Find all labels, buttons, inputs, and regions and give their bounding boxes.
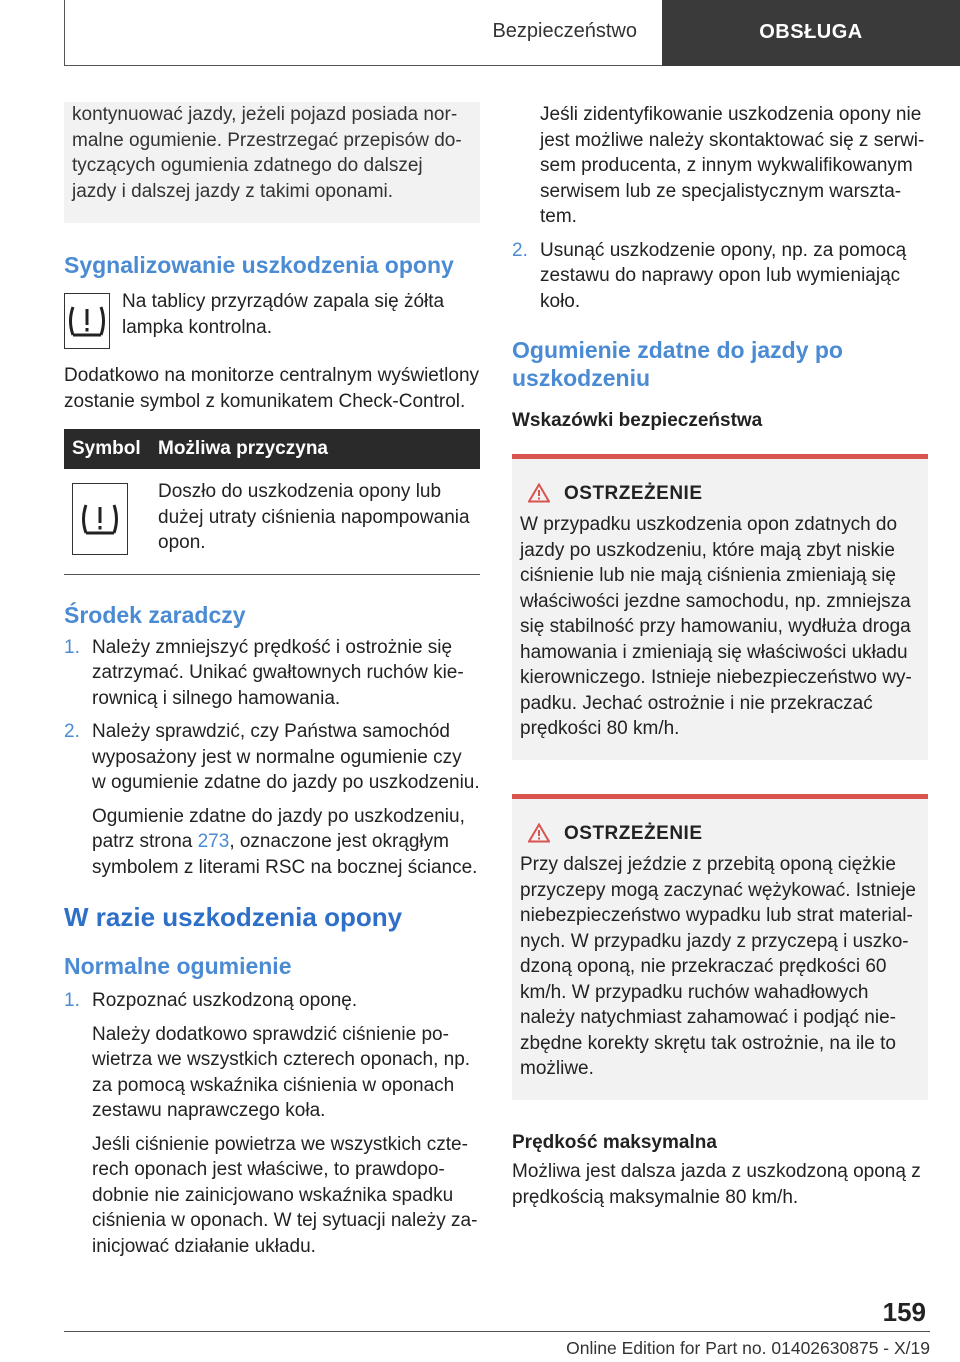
step-paragraph: Jeśli ciśnienie powietrza we wszystkich czterech oponach jest właściwe, to prawdopodobnie nie zainicjowano wskaźnika spadku ciśnienia w oponach. W tej sytuacji należy zainicjować działanie układu. bbox=[92, 1133, 478, 1257]
page-link[interactable]: 273 bbox=[197, 831, 230, 852]
damage-heading: W razie uszkodzenia opony bbox=[64, 902, 403, 932]
list-item bbox=[64, 988, 480, 1259]
signal-icon-row bbox=[64, 293, 480, 349]
normal-steps bbox=[64, 988, 480, 1259]
symbol-table bbox=[64, 429, 480, 566]
signal-heading: Sygnalizowanie uszkodzenia opony bbox=[64, 252, 454, 278]
footer-divider bbox=[64, 1331, 930, 1332]
list-item bbox=[64, 635, 480, 712]
symbol-cell bbox=[64, 469, 150, 566]
warning-triangle-icon bbox=[528, 823, 550, 843]
cause-column-header: Możliwa przyczyna bbox=[150, 429, 480, 469]
edition-footer: Online Edition for Part no. 01402630875 - X/19 bbox=[566, 1338, 930, 1358]
max-speed-text: Możliwa jest dalsza jazda z uszkodzoną oponą z prędkością maksymalnie 80 km/h. bbox=[512, 1161, 921, 1208]
list-item bbox=[64, 719, 480, 880]
header-section-title: Bezpieczeństwo bbox=[492, 20, 637, 43]
safety-heading: Wskazówki bezpieczeństwa bbox=[512, 410, 763, 431]
step-number: 1. bbox=[64, 990, 80, 1011]
warning-box bbox=[512, 454, 928, 760]
step-paragraph: Należy dodatkowo sprawdzić ciśnienie powietrza we wszystkich czterech oponach, np. za pomocą wskaźnika ciśnienia w oponach zestawu naprawczego koła. bbox=[92, 1023, 471, 1121]
step-text: Należy sprawdzić, czy Państwa samochód wyposażony jest w normalne ogumienie czy w ogumienie zdatne do jazdy po uszkodzeniu. bbox=[92, 721, 480, 793]
list-item bbox=[512, 238, 928, 315]
tpms-warning-icon bbox=[64, 293, 110, 349]
step-note: Ogumienie zdatne do jazdy po uszkodzeniu, patrz strona 273, oznaczone jest okrągłym symbolem z literami RSC na bocznej ściance. bbox=[92, 805, 478, 878]
signal-icon-text: Na tablicy przyrządów zapala się żółta lampka kontrolna. bbox=[122, 291, 445, 338]
continued-paragraph: Jeśli zidentyfikowanie uszkodzenia opony nie jest możliwe należy skontaktować się z serwisem producenta, z innym wykwalifikowanym serwisem lub ze specjalistycznym warsztatem. bbox=[540, 104, 925, 227]
warning-triangle-icon bbox=[528, 483, 550, 503]
max-speed-heading: Prędkość maksymalna bbox=[512, 1131, 717, 1153]
step-number: 2. bbox=[512, 239, 528, 261]
remedy-heading: Środek zaradczy bbox=[64, 601, 246, 628]
normal-tyres-heading: Normalne ogumienie bbox=[64, 953, 292, 979]
cause-cell: Doszło do uszkodzenia opony lub dużej utraty ciśnienia napompowania opon. bbox=[158, 481, 470, 553]
warning-title bbox=[528, 481, 920, 507]
remedy-steps bbox=[64, 635, 480, 881]
warning-box bbox=[512, 794, 928, 1100]
step-number: 2. bbox=[64, 721, 80, 742]
warning-label: OSTRZEŻENIE bbox=[564, 822, 703, 844]
warning-label: OSTRZEŻENIE bbox=[564, 482, 703, 504]
intro-box bbox=[64, 102, 480, 223]
step-text: Należy zmniejszyć prędkość i ostrożnie się zatrzymać. Unikać gwałtownych ruchów kierownicą i silnego hamowania. bbox=[92, 636, 464, 709]
tpms-warning-icon bbox=[72, 483, 128, 555]
warning-title bbox=[528, 821, 920, 847]
step-text: Rozpoznać uszkodzoną oponę. bbox=[92, 990, 358, 1011]
header-chapter-tab: OBSŁUGA bbox=[662, 0, 960, 66]
symbol-table-header bbox=[64, 429, 480, 469]
right-column bbox=[512, 102, 928, 1210]
warning-text: W przypadku uszkodzenia opon zdatnych do jazdy po uszkodzeniu, które mają zbyt niskie ciśnienie lub nie mają ciśnienia zmieniają się właściwości jezdne samochodu, np. zmniejsza się stabilność przy hamowaniu, wydłuża droga hamowania i zmieniają się właściwości układu kierowniczego. Istnieje niebezpieczeństwo wypadku. Jechać ostrożnie i nie przekraczać prędkości 80 km/h. bbox=[520, 514, 912, 739]
page-number: 159 bbox=[882, 1297, 926, 1327]
step-number: 1. bbox=[64, 636, 80, 658]
step-text: Usunąć uszkodzenie opony, np. za pomocą zestawu do naprawy opon lub wymieniając koło. bbox=[540, 239, 907, 312]
intro-text: kontynuować jazdy, jeżeli pojazd posiada normalne ogumienie. Przestrzegać przepisów dotyczących ogumienia zdatnego do dalszej jazdy i dalszej jazdy z takimi oponami. bbox=[72, 104, 462, 202]
left-column bbox=[64, 102, 480, 1267]
table-row bbox=[64, 469, 480, 566]
symbol-column-header: Symbol bbox=[64, 429, 150, 469]
rsc-heading: Ogumienie zdatne do jazdy po uszkodzeniu bbox=[512, 337, 843, 391]
signal-paragraph: Dodatkowo na monitorze centralnym wyświetlony zostanie symbol z komunikatem Check-Control. bbox=[64, 365, 480, 412]
section-divider bbox=[64, 574, 480, 575]
repair-steps bbox=[512, 238, 928, 315]
warning-text: Przy dalszej jeździe z przebitą oponą ciężkie przyczepy mogą zaczynać wężykować. Istnieje niebezpieczeństwo wypadku lub strat materialnych. W przypadku jazdy z przyczepą i uszkodzoną oponą, nie przekraczać prędkości 60 km/h. W przypadku ruchów wahadłowych należy natychmiast zahamować i podjąć niezbędne korekty skrętu tak ostrożnie, na ile to możliwe. bbox=[520, 854, 916, 1079]
